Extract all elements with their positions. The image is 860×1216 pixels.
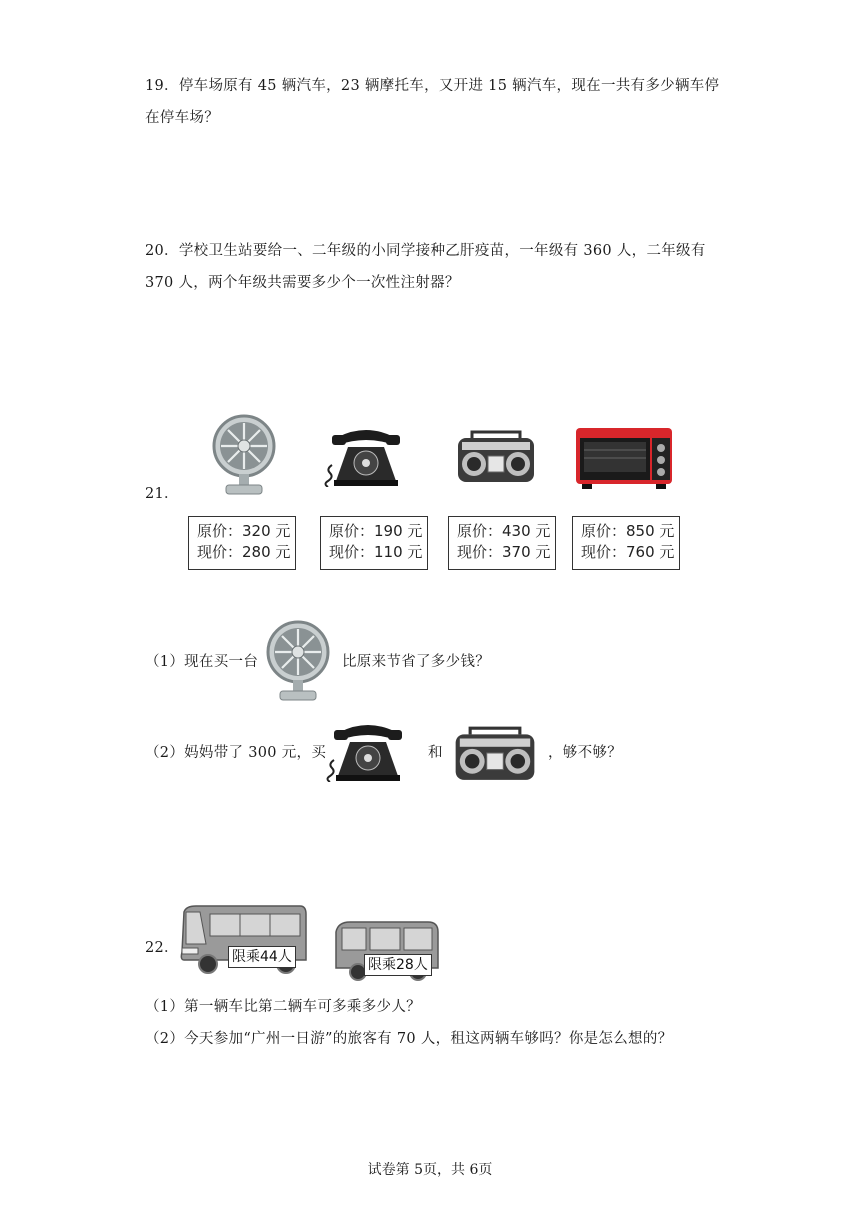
q21-sub1-before: （1）现在买一台 bbox=[145, 654, 259, 670]
original-price: 原价：850 元 bbox=[581, 522, 675, 540]
original-price: 原价：190 元 bbox=[329, 522, 423, 540]
price-box-fan bbox=[188, 516, 296, 570]
radio-icon bbox=[450, 724, 540, 782]
current-price: 现价：370 元 bbox=[457, 543, 551, 561]
telephone-icon bbox=[316, 425, 416, 487]
q21-sub1-after: 比原来节省了多少钱？ bbox=[342, 654, 490, 670]
current-price: 现价：760 元 bbox=[581, 543, 675, 561]
q22-sub2: （2）今天参加“广州一日游”的旅客有 70 人，租这两辆车够吗？你是怎么想的？ bbox=[145, 1031, 673, 1047]
q21-sub2-middle: 和 bbox=[428, 745, 443, 761]
price-box-radio bbox=[448, 516, 556, 570]
current-price: 现价：280 元 bbox=[197, 543, 291, 561]
oven-icon bbox=[574, 424, 674, 490]
price-box-telephone bbox=[320, 516, 428, 570]
current-price: 现价：110 元 bbox=[329, 543, 423, 561]
q21-number: 21． bbox=[145, 486, 179, 502]
original-price: 原价：320 元 bbox=[197, 522, 291, 540]
q21-sub2-before: （2）妈妈带了 300 元，买 bbox=[145, 745, 327, 761]
bus2-capacity-label: 限乘28人 bbox=[364, 954, 432, 976]
fan-icon bbox=[212, 414, 276, 496]
q21-sub2-after: ，够不够？ bbox=[548, 745, 622, 761]
original-price: 原价：430 元 bbox=[457, 522, 551, 540]
telephone-icon bbox=[318, 720, 418, 782]
q19-line1: 19．停车场原有 45 辆汽车，23 辆摩托车，又开进 15 辆汽车，现在一共有多少辆车停 bbox=[145, 78, 720, 94]
q22-number: 22． bbox=[145, 940, 179, 956]
price-box-oven bbox=[572, 516, 680, 570]
fan-icon bbox=[266, 620, 330, 702]
q19-line2: 在停车场？ bbox=[145, 110, 219, 126]
page-footer: 试卷第 5页，共 6页 bbox=[367, 1162, 493, 1178]
bus1-capacity-label: 限乘44人 bbox=[228, 946, 296, 968]
q20-line2: 370 人，两个年级共需要多少个一次性注射器？ bbox=[145, 275, 460, 291]
radio-icon bbox=[456, 428, 536, 484]
q20-line1: 20．学校卫生站要给一、二年级的小同学接种乙肝疫苗，一年级有 360 人，二年级有 bbox=[145, 243, 706, 259]
q22-sub1: （1）第一辆车比第二辆车可多乘多少人？ bbox=[145, 999, 421, 1015]
